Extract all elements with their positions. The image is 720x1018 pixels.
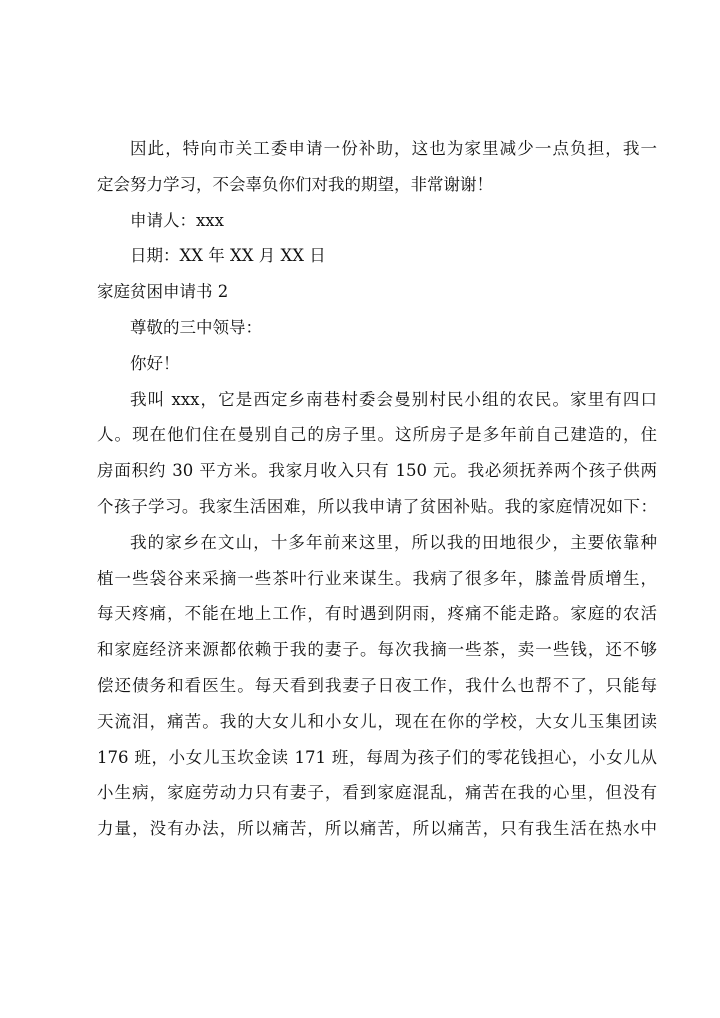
salutation-line: 尊敬的三中领导： <box>130 317 262 337</box>
paragraph-line: 人。现在他们住在曼别自己的房子里。这所房子是多年前自己建造的，住 <box>97 425 657 445</box>
greeting-line: 你好！ <box>130 353 180 373</box>
paragraph-line: 力量，没有办法，所以痛苦，所以痛苦，所以痛苦，只有我生活在热水中 <box>97 819 657 839</box>
paragraph-line: 房面积约 30 平方米。我家月收入只有 150 元。我必须抚养两个孩子供两 <box>97 461 657 481</box>
paragraph-line: 小生病，家庭劳动力只有妻子，看到家庭混乱，痛苦在我的心里，但没有 <box>97 783 657 803</box>
paragraph-line: 我叫 xxx，它是西定乡南巷村委会曼别村民小组的农民。家里有四口 <box>130 389 657 409</box>
document-body <box>97 131 657 847</box>
paragraph-line: 我的家乡在文山，十多年前来这里，所以我的田地很少，主要依靠种 <box>130 532 657 552</box>
section-title: 家庭贫困申请书 2 <box>97 282 229 302</box>
paragraph-line: 因此，特向市关工委申请一份补助，这也为家里减少一点负担，我一 <box>130 139 657 158</box>
paragraph-line: 和家庭经济来源都依赖于我的妻子。每次我摘一些茶，卖一些钱，还不够 <box>97 640 657 660</box>
applicant-line: 申请人：xxx <box>130 210 224 230</box>
paragraph-line: 植一些袋谷来采摘一些茶叶行业来谋生。我病了很多年，膝盖骨质增生， <box>97 568 657 588</box>
paragraph-line: 176 班，小女儿玉坎金读 171 班，每周为孩子们的零花钱担心，小女儿从 <box>97 747 657 767</box>
paragraph-line: 定会努力学习，不会辜负你们对我的期望，非常谢谢！ <box>97 174 493 194</box>
paragraph-line: 偿还债务和看医生。每天看到我妻子日夜工作，我什么也帮不了，只能每 <box>97 675 657 695</box>
paragraph-line: 个孩子学习。我家生活困难，所以我申请了贫困补贴。我的家庭情况如下： <box>97 496 657 516</box>
date-line: 日期：XX 年 XX 月 XX 日 <box>130 246 326 266</box>
paragraph-line: 天流泪，痛苦。我的大女儿和小女儿，现在在你的学校，大女儿玉集团读 <box>97 711 657 731</box>
paragraph-line: 每天疼痛，不能在地上工作，有时遇到阴雨，疼痛不能走路。家庭的农活 <box>97 604 657 624</box>
